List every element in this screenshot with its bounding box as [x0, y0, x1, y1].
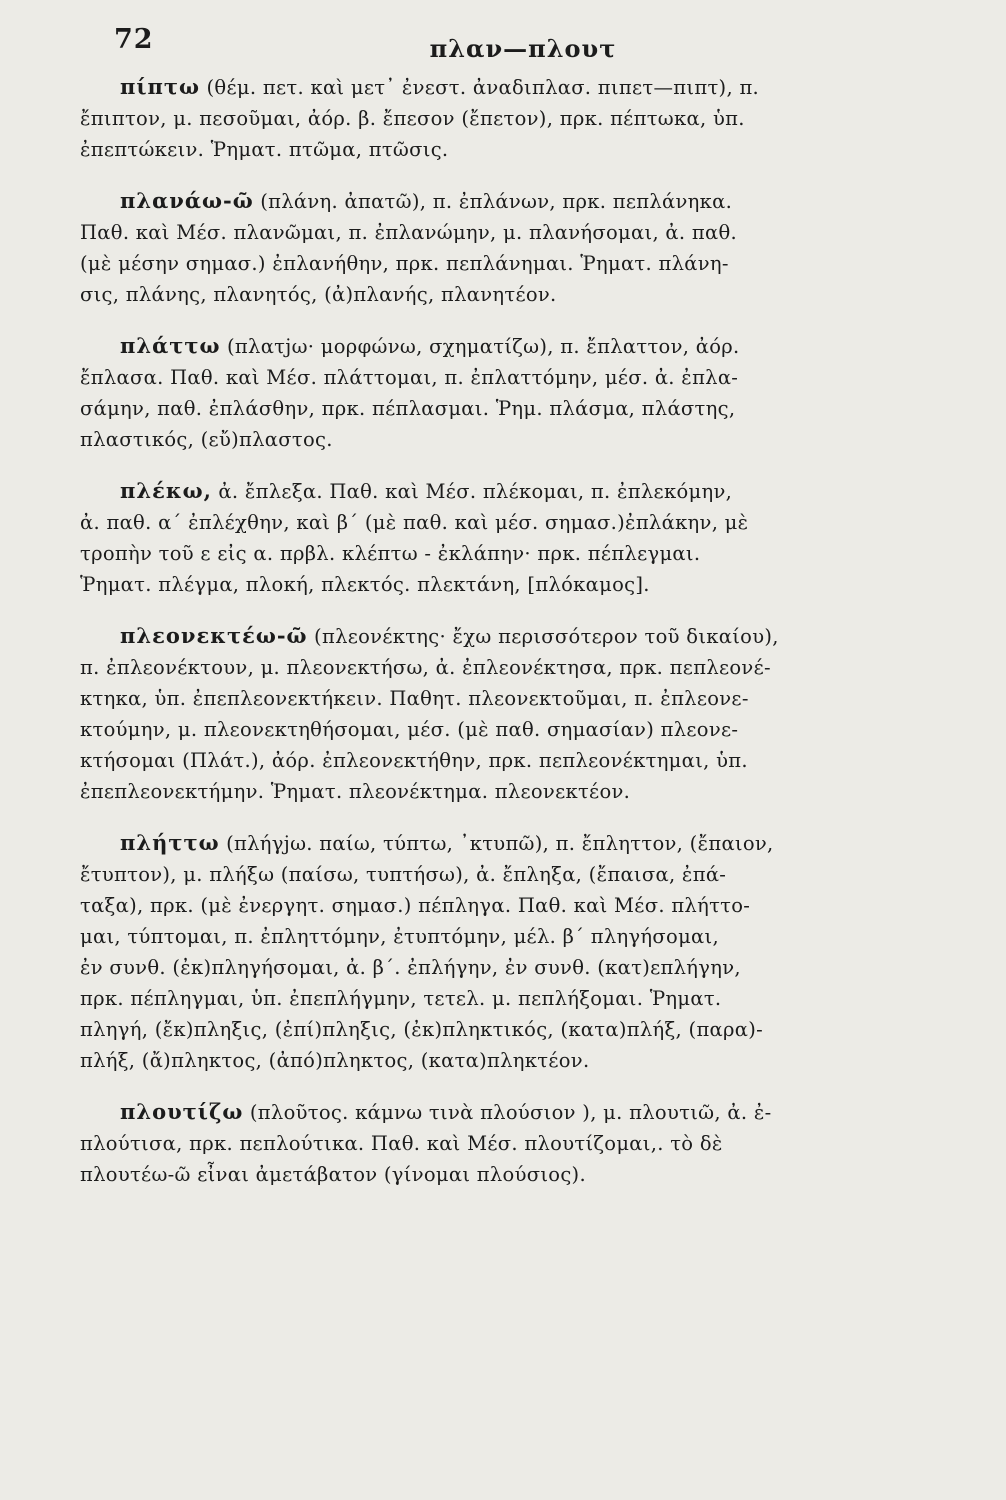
entry-text: (πλήγjω. παίω, τύπτω, ᾽κτυπῶ), π. ἔπληττον, (ἔπαιον, — [219, 832, 774, 855]
headword: πλεονεκτέω-ῶ — [120, 623, 308, 648]
entry-line: ταξα), πρκ. (μὲ ἐνεργητ. σημασ.) πέπληγα. Παθ. καὶ Μέσ. πλήττο- — [80, 894, 751, 917]
entry-line — [80, 620, 926, 652]
headword: πλουτίζω — [120, 1099, 244, 1124]
entry-line: Παθ. καὶ Μέσ. πλανῶμαι, π. ἐπλανώμην, μ. πλανήσομαι, ἀ. παθ. — [80, 221, 738, 244]
entry-planao — [80, 185, 926, 310]
entry-line: τροπὴν τοῦ ε εἰς α. πρβλ. κλέπτω - ἐκλάπην· πρκ. πέπλεγμαι. — [80, 542, 701, 565]
entry-line: πλήξ, (ἄ)πληκτος, (ἀπό)πληκτος, (κατα)πληκτέον. — [80, 1049, 590, 1072]
entry-line: (μὲ μέσην σημασ.) ἐπλανήθην, πρκ. πεπλάνημαι. Ῥηματ. πλάνη- — [80, 252, 729, 275]
entry-line — [80, 1096, 926, 1128]
entry-line: πλουτέω-ῶ εἶναι ἀμετάβατον (γίνομαι πλούσιος). — [80, 1163, 586, 1186]
entry-line: πλαστικός, (εὔ)πλαστος. — [80, 428, 333, 451]
entry-line: πρκ. πέπληγμαι, ὑπ. ἐπεπλήγμην, τετελ. μ. πεπλήξομαι. Ῥηματ. — [80, 987, 722, 1010]
headword: πλάττω — [120, 333, 221, 358]
entry-pleko — [80, 475, 926, 600]
entry-text: ἀ. ἔπλεξα. Παθ. καὶ Μέσ. πλέκομαι, π. ἐπλεκόμην, — [211, 480, 733, 503]
entry-line — [80, 185, 926, 217]
entry-line: κτήσομαι (Πλάτ.), ἀόρ. ἐπλεονεκτήθην, πρκ. πεπλεονέκτημαι, ὑπ. — [80, 749, 748, 772]
running-head: πλαν—πλουτ — [429, 34, 617, 63]
entry-ploutizo — [80, 1096, 926, 1190]
headword: πίπτω — [120, 74, 201, 99]
entry-text: (πλάνη. ἀπατῶ), π. ἐπλάνων, πρκ. πεπλάνηκα. — [253, 190, 733, 213]
entry-line: ἐν συνθ. (ἐκ)πληγήσομαι, ἀ. β΄. ἐπλήγην, ἐν συνθ. (κατ)επλήγην, — [80, 956, 741, 979]
entry-plitto — [80, 827, 926, 1076]
entry-text: (θέμ. πετ. καὶ μετ᾽ ἐνεστ. ἀναδιπλασ. πιπετ—πιπτ), π. — [200, 76, 760, 99]
entry-text: (πλεονέκτης· ἔχω περισσότερον τοῦ δικαίου), — [307, 625, 779, 648]
entry-pipto — [80, 71, 926, 165]
entry-line: Ῥηματ. πλέγμα, πλοκή, πλεκτός. πλεκτάνη, [πλόκαμος]. — [80, 573, 650, 596]
entry-line: σις, πλάνης, πλανητός, (ἀ)πλανής, πλανητέον. — [80, 283, 557, 306]
entry-line: π. ἐπλεονέκτουν, μ. πλεονεκτήσω, ἀ. ἐπλεονέκτησα, πρκ. πεπλεονέ- — [80, 656, 771, 679]
entry-line: ἔπιπτον, μ. πεσοῦμαι, ἀόρ. β. ἔπεσον (ἔπετον), πρκ. πέπτωκα, ὑπ. — [80, 107, 745, 130]
entry-line: ἀ. παθ. α΄ ἐπλέχθην, καὶ β΄ (μὲ παθ. καὶ μέσ. σημασ.)ἐπλάκην, μὲ — [80, 511, 749, 534]
headword: πλήττω — [120, 830, 220, 855]
entry-text: (πλατjω· μορφώνω, σχηματίζω), π. ἔπλαττον, ἀόρ. — [220, 335, 740, 358]
entry-line — [80, 330, 926, 362]
entry-line: μαι, τύπτομαι, π. ἐπληττόμην, ἐτυπτόμην, μέλ. β΄ πληγήσομαι, — [80, 925, 719, 948]
entry-line: ἔτυπτον), μ. πλήξω (παίσω, τυπτήσω), ἀ. ἔπληξα, (ἔπαισα, ἐπά- — [80, 863, 727, 886]
entry-pleonekteo — [80, 620, 926, 807]
headword: πλέκω, — [120, 478, 212, 503]
entry-line — [80, 475, 926, 507]
entry-line: πληγή, (ἔκ)πληξις, (ἐπί)πληξις, (ἐκ)πληκτικός, (κατα)πλήξ, (παρα)- — [80, 1018, 764, 1041]
entry-line — [80, 827, 926, 859]
entry-line: κτούμην, μ. πλεονεκτηθήσομαι, μέσ. (μὲ παθ. σημασίαν) πλεονε- — [80, 718, 739, 741]
headword: πλανάω-ῶ — [120, 188, 254, 213]
entry-line: ἐπεπλεονεκτήμην. Ῥηματ. πλεονέκτημα. πλεονεκτέον. — [80, 780, 631, 803]
page-number: 72 — [114, 24, 154, 55]
entry-line: ἔπλασα. Παθ. καὶ Μέσ. πλάττομαι, π. ἐπλαττόμην, μέσ. ἀ. ἐπλα- — [80, 366, 739, 389]
entry-line: κτηκα, ὑπ. ἐπεπλεονεκτήκειν. Παθητ. πλεονεκτοῦμαι, π. ἐπλεονε- — [80, 687, 749, 710]
entry-line: πλούτισα, πρκ. πεπλούτικα. Παθ. καὶ Μέσ. πλουτίζομαι,. τὸ δὲ — [80, 1132, 723, 1155]
entry-text: (πλοῦτος. κάμνω τινὰ πλούσιον ), μ. πλουτιῶ, ἀ. ἐ- — [243, 1101, 772, 1124]
entry-line: ἐπεπτώκειν. Ῥηματ. πτῶμα, πτῶσις. — [80, 138, 449, 161]
entry-line: σάμην, παθ. ἐπλάσθην, πρκ. πέπλασμαι. Ῥημ. πλάσμα, πλάστης, — [80, 397, 736, 420]
entry-platto — [80, 330, 926, 455]
entry-line — [80, 71, 926, 103]
